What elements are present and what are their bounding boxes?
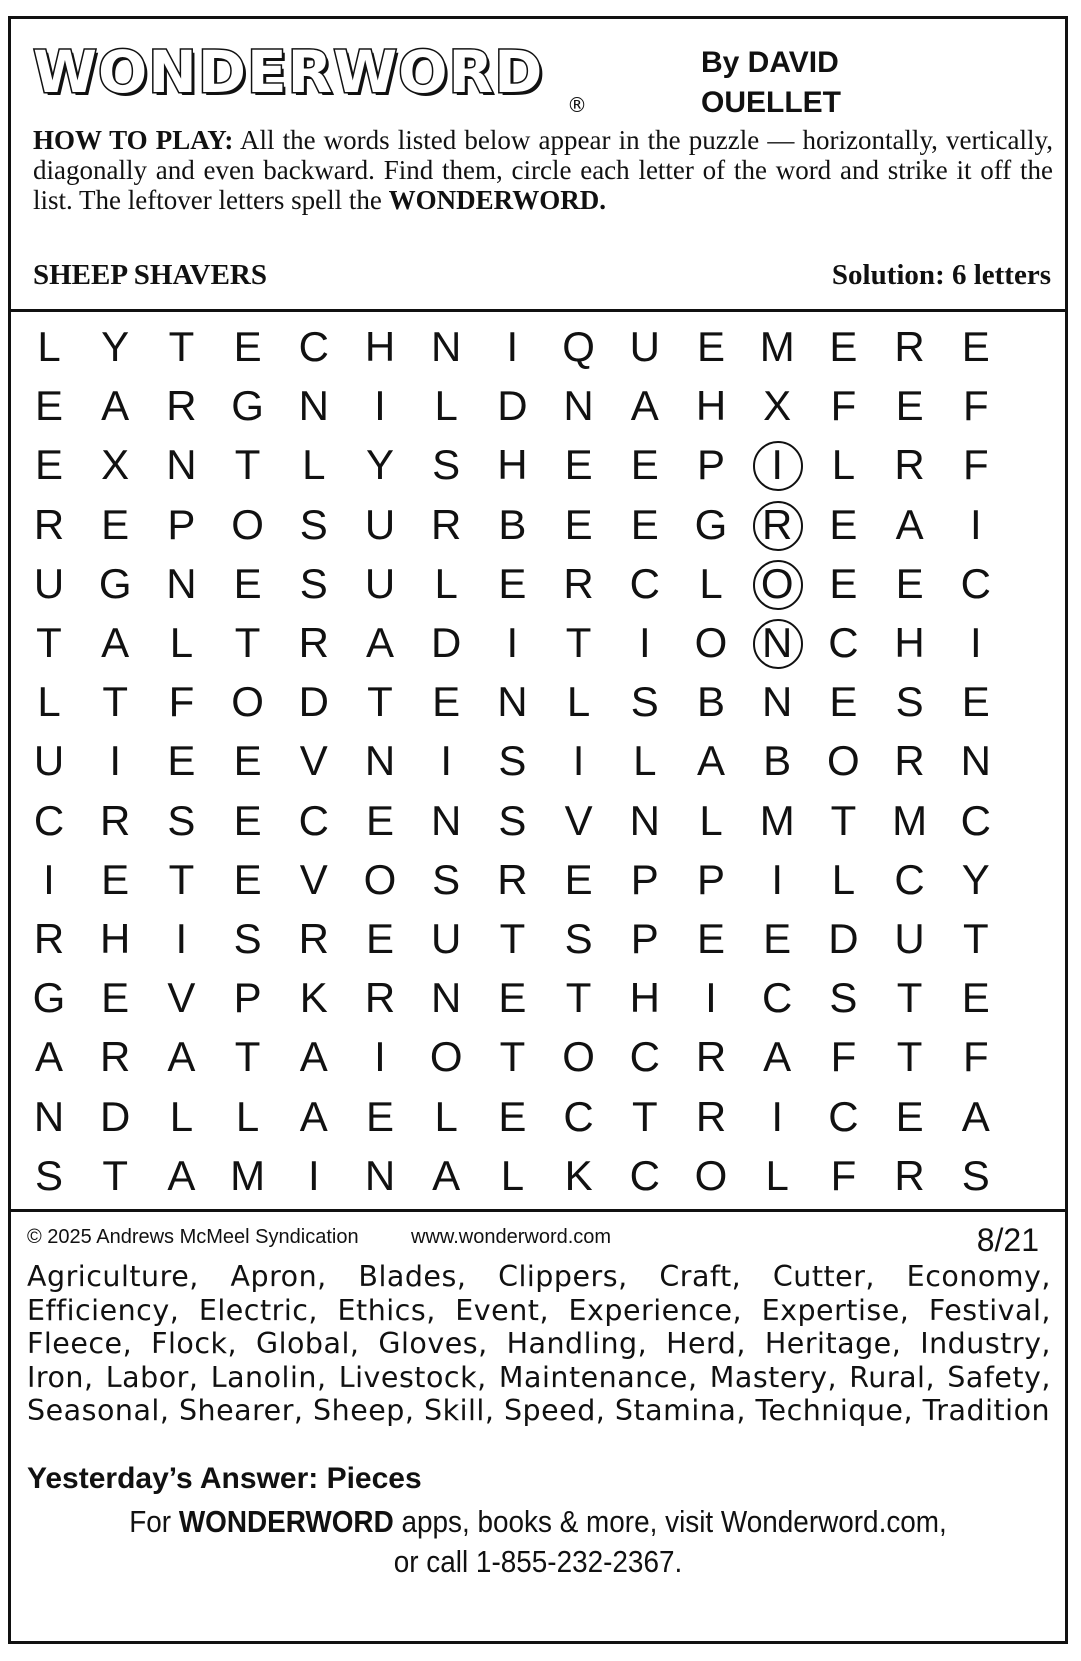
grid-letter[interactable]: E [630, 441, 659, 489]
grid-letter[interactable]: E [101, 974, 130, 1022]
grid-letter[interactable]: R [364, 974, 396, 1022]
grid-letter[interactable]: E [829, 678, 858, 726]
grid-letter[interactable]: L [699, 559, 723, 607]
grid-letter[interactable]: E [233, 796, 262, 844]
grid-letter[interactable]: I [745, 437, 809, 493]
grid-letter[interactable]: K [564, 1151, 593, 1199]
grid-letter[interactable]: E [233, 559, 262, 607]
grid-letter[interactable]: P [696, 855, 725, 903]
grid-letter[interactable]: I [175, 915, 188, 962]
wonderword-logo: WONDERWORD [33, 38, 544, 106]
grid-letter[interactable]: O [694, 619, 728, 666]
grid-letter[interactable]: E [895, 382, 924, 430]
website-link[interactable]: www.wonderword.com [411, 1226, 612, 1248]
grid-letter[interactable]: E [895, 1092, 924, 1140]
grid-letter[interactable]: E [34, 382, 63, 430]
grid-letter[interactable]: I [572, 737, 585, 785]
grid-letter[interactable]: P [167, 500, 196, 548]
grid-letter[interactable]: H [695, 382, 727, 430]
grid-letter[interactable]: N [762, 678, 793, 726]
grid-letter[interactable]: T [234, 619, 261, 666]
grid-letter[interactable]: R [100, 1033, 131, 1081]
grid-letter[interactable]: X [763, 382, 792, 430]
grid-letter[interactable]: L [434, 382, 458, 430]
grid-letter[interactable]: E [101, 855, 130, 903]
grid-letter[interactable]: L [169, 1092, 194, 1140]
grid-letter[interactable]: N [563, 382, 594, 430]
promo-line-1 [64, 1502, 1013, 1542]
grid-letter[interactable]: S [895, 678, 924, 726]
grid-letter[interactable]: E [961, 323, 990, 370]
grid-letter[interactable]: D [100, 1092, 131, 1140]
grid-letter[interactable]: R [33, 500, 65, 548]
grid-letter[interactable]: E [233, 855, 262, 903]
how-to-label: HOW TO PLAY: [33, 125, 234, 155]
grid-letter[interactable]: S [167, 796, 196, 844]
grid-letter[interactable]: C [828, 619, 859, 666]
grid-letter[interactable]: F [830, 1151, 857, 1199]
grid-letter[interactable]: A [961, 1092, 990, 1140]
grid-letter[interactable]: U [894, 915, 925, 962]
grid-letter[interactable]: N [431, 323, 462, 370]
grid-letter[interactable]: C [629, 1151, 660, 1199]
grid-letter[interactable]: N [298, 382, 329, 430]
grid-letter[interactable]: U [33, 559, 65, 607]
grid-letter[interactable]: O [745, 556, 809, 612]
grid-letter[interactable]: I [506, 619, 519, 666]
grid-letter[interactable]: U [364, 500, 396, 548]
grid-letter[interactable]: E [101, 500, 130, 548]
grid-letter[interactable]: R [745, 497, 809, 553]
grid-letter[interactable]: N [497, 678, 528, 726]
grid-letter[interactable]: I [109, 737, 122, 785]
grid-letter[interactable]: L [633, 737, 657, 785]
grid-letter[interactable]: L [302, 441, 326, 489]
grid-letter[interactable]: U [33, 737, 65, 785]
grid-letter[interactable]: S [630, 678, 659, 726]
grid-letter[interactable]: E [498, 974, 527, 1022]
grid-letter[interactable]: E [498, 1092, 527, 1140]
grid-letter[interactable]: E [167, 737, 196, 785]
grid-letter[interactable]: L [765, 1151, 789, 1199]
grid-letter[interactable]: H [629, 974, 660, 1022]
how-to-end: WONDERWORD. [388, 185, 606, 215]
grid-letter[interactable]: C [298, 796, 329, 844]
grid-letter[interactable]: I [771, 855, 784, 903]
grid-letter[interactable]: A [101, 619, 130, 666]
grid-letter[interactable]: T [102, 1151, 129, 1199]
grid-letter[interactable]: E [895, 559, 924, 607]
grid-letter[interactable]: I [43, 855, 55, 903]
grid-letter[interactable]: N [629, 796, 660, 844]
grid-letter[interactable]: E [564, 441, 593, 489]
grid-letter[interactable]: L [831, 441, 856, 489]
grid-letter[interactable]: C [298, 323, 329, 370]
grid-letter[interactable]: L [699, 796, 723, 844]
grid-letter[interactable]: A [763, 1033, 792, 1081]
grid-letter[interactable]: A [299, 1092, 328, 1140]
grid-letter[interactable]: E [34, 441, 63, 489]
grid-letter[interactable]: A [299, 1033, 328, 1081]
grid-letter[interactable]: R [497, 855, 528, 903]
grid-letter[interactable]: G [98, 559, 132, 607]
grid-letter[interactable]: N [33, 1092, 65, 1140]
grid-letter[interactable]: I [705, 974, 717, 1022]
grid-letter[interactable]: T [830, 796, 857, 844]
grid-letter[interactable]: R [100, 796, 131, 844]
promo-pre: For [129, 1504, 179, 1539]
grid-letter[interactable]: S [498, 737, 527, 785]
grid-letter[interactable]: H [497, 441, 528, 489]
grid-letter[interactable]: R [298, 915, 329, 962]
grid-letter[interactable]: S [34, 1151, 63, 1199]
grid-letter[interactable]: K [299, 974, 328, 1022]
grid-letter[interactable]: M [759, 323, 795, 370]
grid-letter[interactable]: F [962, 441, 989, 489]
grid-letter[interactable]: A [432, 1151, 461, 1199]
grid-letter[interactable]: N [364, 737, 396, 785]
grid-letter[interactable]: O [429, 1033, 463, 1081]
grid-letter[interactable]: O [562, 1033, 595, 1081]
promo-post: apps, books & more, visit Wonderword.com, [393, 1504, 947, 1539]
grid-letter[interactable]: T [367, 678, 393, 726]
grid-letter[interactable]: E [498, 559, 527, 607]
grid-letter[interactable]: E [564, 500, 593, 548]
copyright: © 2025 Andrews McMeel Syndication [27, 1226, 359, 1248]
grid-letter[interactable]: S [432, 855, 461, 903]
promo-line-2: or call 1-855-232-2367. [393, 1544, 683, 1579]
grid-letter[interactable]: E [961, 678, 990, 726]
grid-letter[interactable]: L [831, 855, 856, 903]
grid-letter[interactable]: P [630, 915, 659, 962]
grid-letter[interactable]: C [828, 1092, 859, 1140]
letter-grid[interactable] [17, 319, 1059, 1219]
grid-letter[interactable]: L [500, 1151, 525, 1199]
grid-letter[interactable]: M [892, 796, 928, 844]
grid-letter[interactable]: A [630, 382, 659, 430]
grid-letter[interactable]: B [763, 737, 792, 785]
grid-letter[interactable]: U [629, 323, 660, 370]
grid-letter[interactable]: E [564, 855, 593, 903]
grid-letter[interactable]: A [101, 382, 130, 430]
word-list: Agriculture, Apron, Blades, Clippers, Craft, Cutter, Economy, Efficiency, Electric, Ethics, Event, Experience, Expertise, Festival, Fleece, Flock, Global, Gloves, Handling, Herd, Heritage, Industry, Iron, Labor, Lanolin, Livestock, Maintenance, Mastery, Rural, Safety, Seasonal, Shearer, Sheep, Skill, Speed, Stamina, Technique, Tradition [27, 1260, 1051, 1427]
grid-letter[interactable]: L [235, 1092, 260, 1140]
grid-letter[interactable]: L [566, 678, 591, 726]
grid-letter[interactable]: S [961, 1151, 990, 1199]
grid-letter[interactable]: F [830, 382, 857, 430]
grid-letter[interactable]: I [638, 619, 651, 666]
grid-letter[interactable]: R [298, 619, 329, 666]
grid-letter[interactable]: E [829, 500, 858, 548]
grid-letter[interactable]: T [102, 678, 129, 726]
promo-brand: WONDERWORD [178, 1504, 394, 1539]
grid-letter[interactable]: E [630, 500, 659, 548]
grid-letter[interactable]: T [168, 855, 195, 903]
grid-letter[interactable]: F [830, 1033, 857, 1081]
grid-letter[interactable]: A [696, 737, 725, 785]
grid-letter[interactable]: A [34, 1033, 63, 1081]
grid-letter[interactable]: D [497, 382, 528, 430]
grid-letter[interactable]: M [759, 796, 795, 844]
grid-letter[interactable]: V [299, 737, 328, 785]
grid-letter[interactable]: T [499, 1033, 526, 1081]
grid-letter[interactable]: Y [101, 323, 130, 370]
grid-letter[interactable]: S [564, 915, 593, 962]
grid-letter[interactable]: B [498, 500, 527, 548]
grid-letter[interactable]: H [894, 619, 925, 666]
grid-letter[interactable]: H [364, 323, 396, 370]
grid-letter[interactable]: R [695, 1092, 727, 1140]
grid-letter[interactable]: C [960, 559, 991, 607]
grid-letter[interactable]: D [828, 915, 859, 962]
grid-letter[interactable]: R [431, 500, 462, 548]
grid-letter[interactable]: C [960, 796, 991, 844]
grid-letter[interactable]: O [231, 678, 264, 726]
registered-mark: ® [567, 93, 587, 117]
how-to-play [33, 125, 1053, 215]
grid-letter[interactable]: G [231, 382, 264, 430]
grid-letter[interactable]: P [696, 441, 725, 489]
grid-letter[interactable]: R [563, 559, 594, 607]
grid-letter[interactable]: N [166, 441, 197, 489]
grid-letter[interactable]: C [629, 1033, 660, 1081]
grid-letter[interactable]: V [167, 974, 196, 1022]
how-to-text: All the words listed below appear in the puzzle — horizontally, vertically, diagonally and even backward. Find them, circle each letter of the word and strike it off the list. The leftover letters spell the [33, 125, 1053, 215]
grid-letter[interactable]: A [365, 619, 394, 666]
grid-letter[interactable]: E [365, 1092, 394, 1140]
grid-letter[interactable]: I [969, 500, 982, 548]
grid-letter[interactable]: C [762, 974, 793, 1022]
grid-letter[interactable]: L [434, 1092, 458, 1140]
grid-letter[interactable]: E [365, 915, 394, 962]
grid-letter[interactable]: S [829, 974, 858, 1022]
puzzle-frame [8, 16, 1068, 1644]
grid-letter[interactable]: O [363, 855, 397, 903]
grid-letter[interactable]: S [498, 796, 527, 844]
puzzle-footer [11, 1209, 1065, 1647]
grid-letter[interactable]: T [168, 323, 195, 370]
grid-letter[interactable]: I [374, 382, 386, 430]
grid-letter[interactable]: F [962, 382, 989, 430]
grid-letter[interactable]: T [896, 974, 923, 1022]
grid-letter[interactable]: T [234, 1033, 261, 1081]
solution-length: Solution: 6 letters [831, 259, 1051, 291]
grid-letter[interactable]: H [100, 915, 131, 962]
grid-letter[interactable]: V [564, 796, 593, 844]
grid-letter[interactable]: E [233, 737, 262, 785]
grid-letter[interactable]: N [745, 615, 809, 671]
grid-letter[interactable]: T [499, 915, 526, 962]
grid-letter[interactable]: E [365, 796, 394, 844]
grid-letter[interactable]: A [167, 1033, 196, 1081]
grid-letter[interactable]: N [166, 559, 197, 607]
grid-letter[interactable]: T [234, 441, 261, 489]
grid-letter[interactable]: G [694, 500, 728, 548]
grid-letter[interactable]: E [829, 323, 858, 370]
grid-letter[interactable]: R [33, 915, 65, 962]
grid-letter[interactable]: U [364, 559, 396, 607]
grid-letter[interactable]: I [771, 1092, 784, 1140]
grid-letter[interactable]: Y [365, 441, 394, 489]
byline: By DAVID OUELLET [701, 46, 841, 119]
grid-letter[interactable]: L [434, 559, 458, 607]
grid-letter[interactable]: R [894, 323, 925, 370]
grid-letter[interactable]: B [696, 678, 725, 726]
grid-letter[interactable]: S [299, 500, 328, 548]
grid-letter[interactable]: E [233, 323, 262, 370]
grid-letter[interactable]: Q [562, 323, 595, 370]
grid-letter[interactable]: X [101, 441, 130, 489]
grid-letter[interactable]: G [32, 974, 66, 1022]
grid-letter[interactable]: E [696, 915, 725, 962]
grid-letter[interactable]: C [33, 796, 65, 844]
grid-letter[interactable]: I [307, 1151, 320, 1199]
grid-letter[interactable]: O [231, 500, 264, 548]
grid-letter[interactable]: R [894, 1151, 925, 1199]
grid-letter[interactable]: P [630, 855, 659, 903]
grid-letter[interactable]: L [37, 678, 61, 726]
grid-letter[interactable]: S [299, 559, 328, 607]
grid-letter[interactable]: R [695, 1033, 727, 1081]
grid-letter[interactable]: C [629, 559, 660, 607]
grid-letter[interactable]: L [37, 323, 61, 370]
grid-letter[interactable]: E [432, 678, 461, 726]
grid-letter[interactable]: E [961, 974, 990, 1022]
grid-letter[interactable]: E [763, 915, 792, 962]
grid-letter[interactable]: N [364, 1151, 396, 1199]
grid-letter[interactable]: I [440, 737, 453, 785]
grid-letter[interactable]: R [894, 441, 925, 489]
grid-letter[interactable]: D [431, 619, 462, 666]
grid-letter[interactable]: N [431, 974, 462, 1022]
grid-letter[interactable]: T [565, 974, 592, 1022]
puzzle-date: 8/21 [976, 1222, 1039, 1258]
grid-letter[interactable]: T [36, 619, 62, 666]
grid-letter[interactable]: A [895, 500, 924, 548]
grid-letter[interactable]: M [230, 1151, 266, 1199]
grid-letter[interactable]: N [431, 796, 462, 844]
grid-letter[interactable]: O [694, 1151, 728, 1199]
grid-letter[interactable]: F [168, 678, 195, 726]
grid-letter[interactable]: T [565, 619, 592, 666]
grid-letter[interactable]: L [169, 619, 194, 666]
grid-letter[interactable]: T [631, 1092, 658, 1140]
grid-letter[interactable]: C [894, 855, 925, 903]
grid-letter[interactable]: C [563, 1092, 594, 1140]
grid-letter[interactable]: R [894, 737, 925, 785]
grid-letter[interactable]: N [960, 737, 991, 785]
puzzle-header [11, 19, 1065, 312]
grid-letter[interactable]: Y [961, 855, 990, 903]
grid-letter[interactable]: R [166, 382, 197, 430]
grid-letter[interactable]: D [298, 678, 329, 726]
grid-letter[interactable]: T [896, 1033, 923, 1081]
puzzle-theme: SHEEP SHAVERS [33, 259, 267, 291]
grid-letter[interactable]: U [431, 915, 462, 962]
grid-letter[interactable]: I [969, 619, 982, 666]
grid-letter[interactable]: S [233, 915, 262, 962]
grid-letter[interactable]: F [962, 1033, 989, 1081]
grid-letter[interactable]: S [432, 441, 461, 489]
grid-letter[interactable]: I [374, 1033, 386, 1081]
promo-text [64, 1502, 1013, 1582]
grid-letter[interactable]: E [829, 559, 858, 607]
grid-letter[interactable]: A [167, 1151, 196, 1199]
yesterdays-answer: Yesterday’s Answer: Pieces [27, 1462, 422, 1495]
grid-letter[interactable]: I [506, 323, 519, 370]
grid-letter[interactable]: T [962, 915, 989, 962]
grid-letter[interactable]: O [827, 737, 860, 785]
grid-letter[interactable]: E [696, 323, 725, 370]
grid-letter[interactable]: P [233, 974, 262, 1022]
grid-letter[interactable]: V [299, 855, 328, 903]
